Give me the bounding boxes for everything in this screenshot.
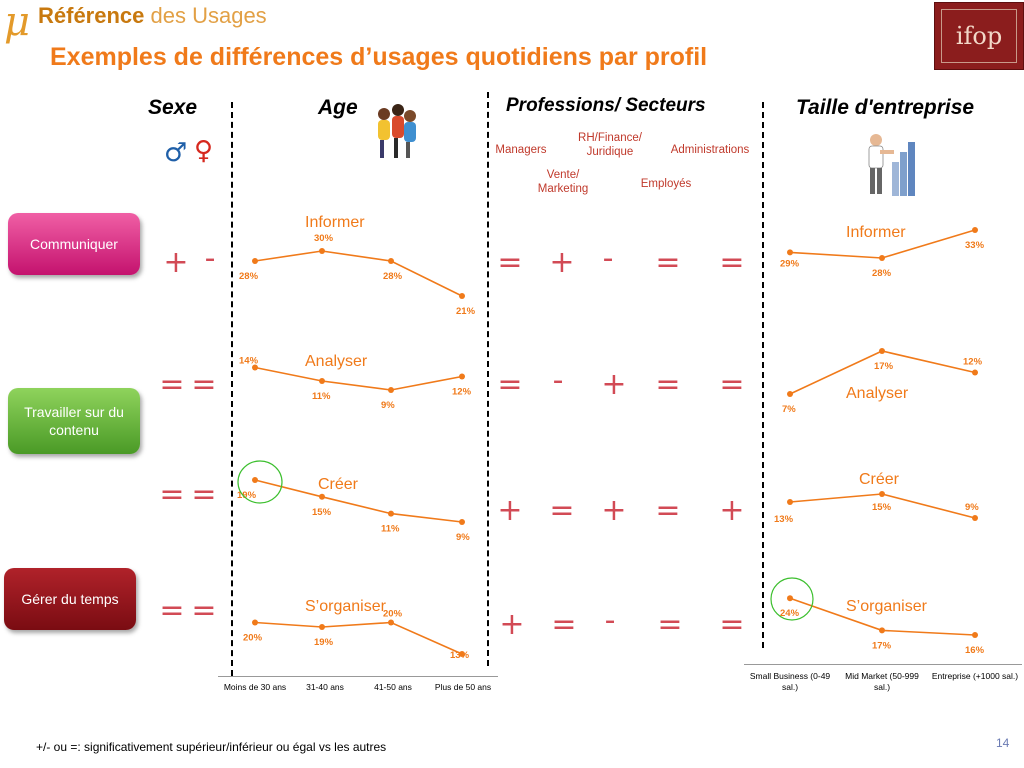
sexe-symbol-male: = [159,477,185,512]
brand-part-1: Référence [38,3,145,28]
chart-title: Créer [859,471,900,488]
data-point [879,255,885,261]
prof-symbol-rh: + [601,493,627,528]
data-point [972,632,978,638]
prof-symbol-managers: = [497,367,523,402]
legend-note: +/- ou =: significativement supérieur/inférieur ou égal vs les autres [36,740,387,754]
column-age: Age [318,96,358,119]
prof-symbol-vente: = [549,493,575,528]
size-axis-label: Mid Market (50-999 sal.) [845,671,919,692]
page-number: 14 [996,736,1010,750]
data-point [459,293,465,299]
data-label: 9% [456,532,470,543]
series-line [255,623,462,655]
sexe-symbol-female: = [191,593,217,628]
size-axis-label: Small Business (0-49 sal.) [749,671,831,692]
column-taille: Taille d'entreprise [796,96,975,119]
chart-title: S’organiser [305,598,386,615]
series-line [255,251,462,296]
chart-title: Analyser [305,353,368,370]
male-icon: ♂ [164,138,188,168]
brand-mu-logo: μ [4,0,30,45]
chart-title: Analyser [846,385,909,402]
data-label: 17% [874,361,894,372]
data-label: 13% [774,514,794,525]
data-label: 24% [780,608,800,620]
data-label: 30% [314,233,334,244]
data-point [972,515,978,521]
data-label: 19% [237,490,257,501]
sexe-symbol-female: - [204,241,216,276]
female-icon: ♀ [194,136,214,166]
column-professions: Professions/ Secteurs [506,95,706,116]
prof-symbol-managers: + [499,607,525,642]
profession-employes: Employés [640,178,692,190]
data-label: 29% [780,258,800,270]
data-label: 16% [965,645,985,656]
age-axis-label: Moins de 30 ans [223,682,287,692]
data-label: 20% [243,632,263,644]
data-label: 33% [965,240,985,251]
data-label: 28% [239,271,259,282]
sexe-symbol-female: = [191,367,217,402]
data-label: 7% [782,404,796,415]
prof-symbol-administrations: = [719,245,745,280]
series-line [255,480,462,522]
prof-symbol-managers: + [497,493,523,528]
data-point [879,348,885,354]
data-label: 28% [383,271,403,282]
age-axis-label: Plus de 50 ans [434,682,492,692]
profession-rh-finance: RH/Finance/ Juridique [578,132,642,158]
prof-symbol-administrations: = [719,607,745,642]
data-point [319,378,325,384]
data-label: 9% [965,502,979,513]
data-point [972,227,978,233]
prof-symbol-administrations: + [719,493,745,528]
data-point [388,511,394,517]
data-point [787,595,793,601]
data-point [787,249,793,255]
size-axis-line [744,664,1022,665]
data-label: 20% [383,608,403,620]
data-point [252,258,258,264]
data-label: 19% [314,637,334,648]
sexe-symbol-male: + [163,245,189,280]
prof-symbol-managers: = [497,245,523,280]
data-point [972,370,978,376]
data-label: 21% [456,306,476,317]
data-label: 28% [872,268,892,279]
prof-symbol-vente: + [549,245,575,280]
data-point [459,519,465,525]
profession-vente-marketing: Vente/ Marketing [537,169,589,195]
chart-title: Informer [846,224,906,241]
prof-symbol-employes: = [655,493,681,528]
size-axis-label: Entreprise (+1000 sal.) [931,671,1019,681]
data-point [879,627,885,633]
data-point [319,248,325,254]
travailler-contenu-button[interactable]: Travailler sur du contenu [8,388,140,454]
data-label: 12% [452,386,472,398]
ifop-logo-text: ifop [941,9,1017,63]
data-point [319,624,325,630]
data-label: 11% [381,523,400,535]
sexe-symbol-male: = [159,593,185,628]
data-label: 15% [872,502,892,513]
prof-symbol-rh: + [601,367,627,402]
data-label: 14% [239,355,259,367]
prof-symbol-rh: - [604,603,616,638]
brand-part-2: des Usages [144,3,267,28]
age-axis-label: 41-50 ans [374,682,412,692]
sexe-symbol-male: = [159,367,185,402]
data-point [879,491,885,497]
data-point [787,391,793,397]
data-point [252,620,258,626]
prof-symbol-employes: = [655,245,681,280]
gerer-temps-button[interactable]: Gérer du temps [4,568,136,630]
column-sexe: Sexe [148,96,198,119]
data-label: 11% [312,391,331,402]
prof-symbol-employes: = [655,367,681,402]
communiquer-button[interactable]: Communiquer [8,213,140,275]
chart-title: Créer [318,476,359,493]
data-label: 17% [872,640,892,652]
data-point [388,620,394,626]
data-point [459,374,465,380]
data-point [252,477,258,483]
data-point [787,499,793,505]
data-point [319,494,325,500]
data-point [388,258,394,264]
page-title: Exemples de différences d’usages quotidiens par profil [50,43,708,71]
chart-title: Informer [305,214,365,231]
profession-managers: Managers [495,144,547,156]
prof-symbol-employes: = [657,607,683,642]
data-point [388,387,394,393]
data-label: 9% [381,400,395,411]
age-axis-label: 31-40 ans [306,682,344,692]
age-axis-line [218,676,498,677]
profession-administrations: Administrations [670,144,750,156]
data-label: 13% [450,650,470,661]
prof-symbol-vente: - [552,363,564,398]
chart-title: S’organiser [846,598,927,615]
prof-symbol-vente: = [551,607,577,642]
sexe-symbol-female: = [191,477,217,512]
prof-symbol-administrations: = [719,367,745,402]
series-line [255,368,462,391]
prof-symbol-rh: - [602,241,614,276]
data-label: 12% [963,356,983,368]
data-label: 15% [312,506,332,518]
